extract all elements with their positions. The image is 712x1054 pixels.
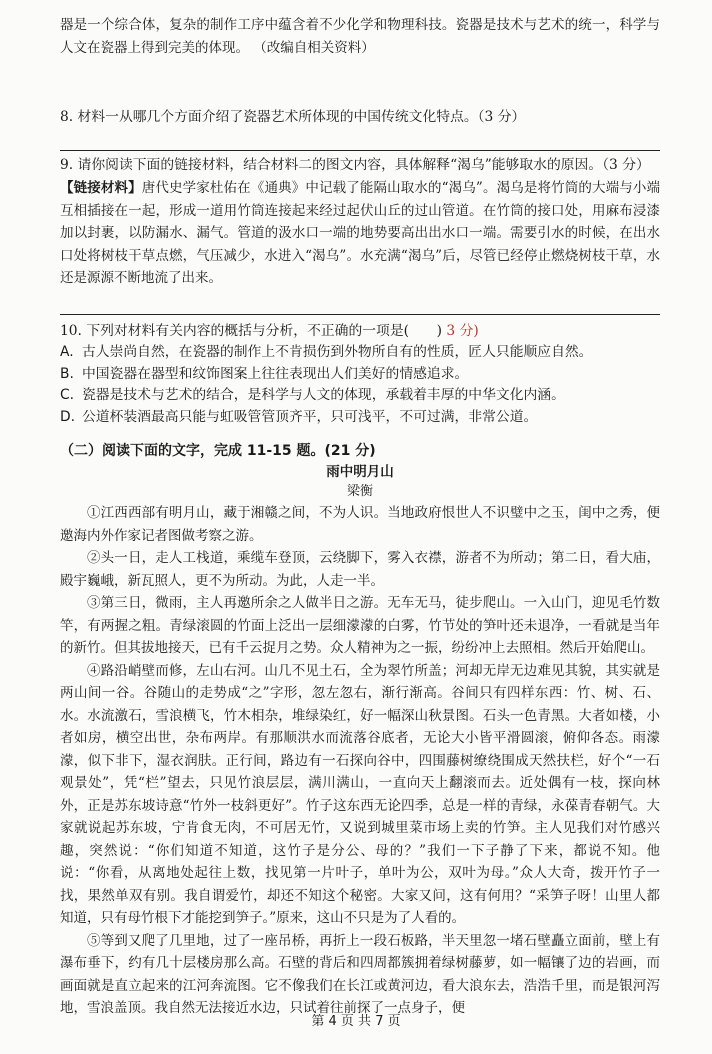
section-2	[60, 440, 660, 1020]
option-d	[60, 407, 660, 429]
answer-line-9	[60, 314, 660, 315]
question-9-text: 9. 请你阅读下面的链接材料，结合材料二的图文内容，具体解释“渴乌”能够取水的原因。（3 分）	[60, 157, 650, 173]
question-9	[60, 154, 660, 290]
answer-line-8	[60, 150, 660, 151]
passage-top-text: 器是一个综合体，复杂的制作工序中蕴含着不少化学和物理科技。瓷器是技术与艺术的统一，科学与人文在瓷器上得到完美的体现。 （改编自相关资料）	[60, 17, 660, 56]
option-text: 公道杯装酒最高只能与虹吸管管顶齐平，只可浅平，不可过满，非常公道。	[82, 408, 538, 425]
article-paragraph: ⑤等到又爬了几里地，过了一座吊桥，再折上一段石板路，半天里忽一堵石壁矗立面前，壁上有瀑布垂下，约有几十层楼房那么高。石壁的背后和四周都簇拥着绿树藤萝，如一幅镶了边的岩画，而画面就是直立起来的江河奔流图。它不像我们在长江或黄河边，看大浪东去，浩浩千里，而是银河泻地，雪浪盖顶。我自然无法接近水边，只试着往前探了一点身子，便	[60, 932, 660, 1016]
question-10-stem-line	[60, 320, 660, 342]
article-paragraph: ④路沿峭壁而修，左山右河。山几不见土石，全为翠竹所盖；河却无岸无边难见其貌，其实就是两山间一谷。谷随山的走势成“之”字形，忽左忽右，渐行渐高。谷间只有四样东西：竹、树、石、水。水流激石，雪浪横飞，竹木相杂，堆绿染红，好一幅深山秋景图。石头一色青黑。大者如楼，小者如房，横空出世，杂布两岸。有那顺洪水而流落谷底者，无论大小皆平滑圆滚，俯仰各态。雨濛濛，似下非下，湿衣润肤。正行间，路边有一石探向谷中，四围藤树缭绕围成天然扶栏，好个“一石观景处”，凭“栏”望去，只见竹浪层层，满川满山，一直向天上翻滚而去。近处偶有一枝，探向林外，正是苏东坡诗意“竹外一枝斜更好”。竹子这东西无论四季，总是一样的青绿，永葆青春朝气。大家就说起苏东坡，宁肯食无肉，不可居无竹，又说到城里菜市场上卖的竹笋。主人见我们对竹感兴趣，突然说：“你们知道不知道，这竹子是分公、母的？”我们一下子静了下来，都说不知。他说：“你看，从离地处起往上数，找见第一片叶子，单叶为公，双叶为母。”众人大奇，拨开竹子一找，果然单双有别。我自谓爱竹，却还不知这个秘密。大家又问，这有何用？“采笋子呀！山里人都知道，只有母竹根下才能挖到笋子。”原来，这山不只是为了人看的。	[60, 662, 660, 926]
article-title: 雨中明月山	[326, 464, 394, 480]
article-body	[60, 502, 660, 1020]
option-a	[60, 342, 660, 364]
question-10-stem: 10. 下列对材料有关内容的概括与分析，不正确的一项是( )	[60, 323, 443, 339]
option-letter: C.	[60, 387, 75, 403]
article-author: 梁衡	[346, 484, 373, 499]
option-letter: D.	[60, 408, 76, 425]
passage-top	[60, 14, 660, 59]
question-10-options	[60, 342, 660, 428]
link-material	[60, 177, 660, 290]
question-8-text: 8. 材料一从哪几个方面介绍了瓷器艺术所体现的中国传统文化特点。（3 分）	[60, 109, 526, 125]
question-8	[60, 106, 660, 128]
link-material-text: 唐代史学家杜佑在《通典》中记载了能隔山取水的“渴乌”。渴乌是将竹筒的大端与小端互相插接在一起，形成一道用竹筒连接起来经过起伏山丘的过山管道。在竹筒的接口处，用麻布浸漆加以封裹，以防漏水、漏气。管道的汲水口一端的地势要高出出水口一端。需要引水的时候，在出水口处将树枝干草点燃，气压减少，水进入“渴乌”。水充满“渴乌”后，尽管已经停止燃烧树枝干草，水还是源源不断地流了出来。	[60, 180, 660, 286]
article-paragraph: ①江西西部有明月山，藏于湘赣之间，不为人识。当地政府恨世人不识璧中之玉，闺中之秀，便邀海内外作家记者图做考察之游。	[60, 505, 660, 544]
option-letter: A.	[60, 344, 74, 360]
article-paragraph: ②头一日，走人工栈道，乘缆车登顶，云绕脚下，雾入衣襟，游者不为所动；第二日，看大庙，殿宇巍峨，新瓦照人，更不为所动。为此，人走一半。	[60, 550, 660, 589]
option-c	[60, 385, 660, 407]
page-footer: 第 4 页 共 7 页	[311, 1014, 401, 1029]
link-material-label: 【链接材料】	[60, 180, 142, 196]
article-paragraph: ③第三日，微雨，主人再邀所余之人做半日之游。无车无马，徒步爬山。一入山门，迎见毛竹数竿，有两握之粗。青绿滚圆的竹面上泛出一层细濛濛的白雾，竹节处的笋叶还未退净，一看就是当年的新竹。但其拔地接天，已有千云捉月之势。众人精神为之一振，纷纷冲上去照相。然后开始爬山。	[60, 595, 660, 656]
section-2-heading: （二）阅读下面的文字，完成 11-15 题。(21 分)	[60, 443, 376, 459]
option-text: 瓷器是技术与艺术的结合，是科学与人文的体现，承载着丰厚的中华文化内涵。	[82, 387, 565, 403]
question-10	[60, 320, 660, 428]
option-b	[60, 364, 660, 386]
option-letter: B.	[60, 365, 74, 382]
question-10-score: 3 分)	[446, 323, 479, 339]
option-text: 中国瓷器在器型和纹饰图案上往往表现出人们美好的情感追求。	[82, 365, 469, 382]
option-text: 古人崇尚自然，在瓷器的制作上不肯损伤到外物所自有的性质，匠人只能顺应自然。	[82, 344, 593, 360]
